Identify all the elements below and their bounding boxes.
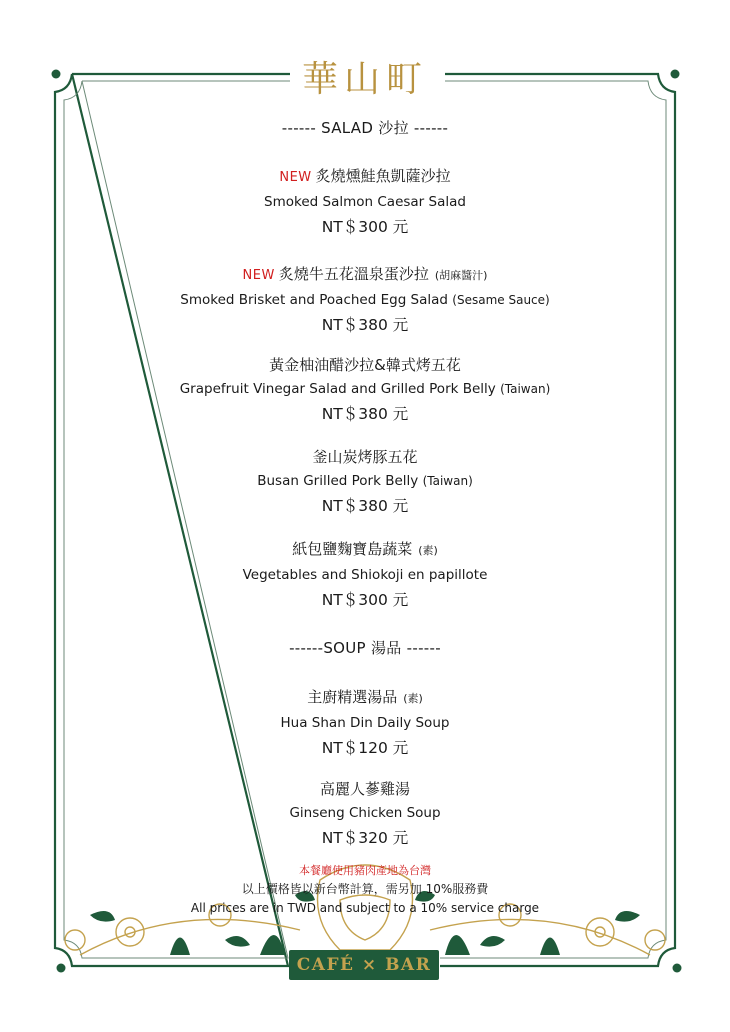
item-name-en [0,469,730,493]
item-note-en: (Taiwan) [422,474,473,488]
item-name-en [0,377,730,401]
item-price: NT＄380 元 [321,405,409,423]
item-name-en: Ginseng Chicken Soup [289,805,441,821]
item-price: NT＄380 元 [321,316,409,334]
item-name-en: Smoked Salmon Caesar Salad [264,194,466,210]
item-name-zh: 高麗人蔘雞湯 [319,780,410,798]
menu-item [0,445,730,519]
item-note-en: (Taiwan) [500,382,551,396]
corner-dot-icon [673,964,682,973]
item-name-zh [0,537,730,563]
item-note-zh: (素) [418,544,438,557]
footer-notes [0,862,730,918]
item-note-zh: (素) [403,692,423,705]
menu-item [0,164,730,240]
item-price: NT＄320 元 [321,829,409,847]
item-name-zh [0,685,730,711]
item-name-zh: 釜山炭烤豚五花 [312,448,418,466]
item-note-en: (Sesame Sauce) [452,293,550,307]
item-name-en-text: Busan Grilled Pork Belly [257,473,419,489]
service-charge-note-en: All prices are in TWD and subject to a 10% service charge [190,901,540,915]
item-name-en [0,288,730,312]
item-name-zh-text: 炙燒燻鮭魚凱薩沙拉 [315,167,451,185]
item-name-zh [0,262,730,288]
item-name-en: Vegetables and Shiokoji en papillote [242,567,488,583]
item-name-zh-text: 主廚精選湯品 [307,688,398,706]
menu-item [0,353,730,427]
section-heading-soup: ------SOUP 湯品 ------ [289,639,441,657]
brand-logo-title [0,58,730,102]
item-price: NT＄300 元 [321,591,409,609]
item-name-en-text: Smoked Brisket and Poached Egg Salad [180,292,448,308]
item-price: NT＄120 元 [321,739,409,757]
corner-dot-icon [57,964,66,973]
menu-item [0,685,730,761]
item-name-zh: 黃金柚油醋沙拉&韓式烤五花 [269,356,461,374]
pork-origin-note: 本餐廳使用豬肉產地為台灣 [299,864,431,877]
section-heading-salad: ------ SALAD 沙拉 ------ [281,119,449,137]
item-name-zh-text: 炙燒牛五花溫泉蛋沙拉 [278,265,429,283]
menu-item [0,537,730,613]
item-name-en-text: Grapefruit Vinegar Salad and Grilled Pork Belly [179,381,496,397]
item-name-zh-text: 紙包鹽麴寶島蔬菜 [292,540,413,558]
new-badge: NEW [279,170,312,185]
item-name-en: Hua Shan Din Daily Soup [280,715,450,731]
item-price: NT＄300 元 [321,218,409,236]
service-charge-note-zh: 以上價格皆以新台幣計算，需另加 10%服務費 [241,882,489,896]
brand-title-text: 華山町 [290,59,440,100]
item-price: NT＄380 元 [321,497,409,515]
item-note-zh: (胡麻醬汁) [434,269,488,282]
item-name-zh [0,164,730,190]
menu-item [0,262,730,338]
new-badge: NEW [242,268,275,283]
cafe-bar-badge: CAFÉ × BAR [289,950,439,980]
menu-item [0,777,730,851]
